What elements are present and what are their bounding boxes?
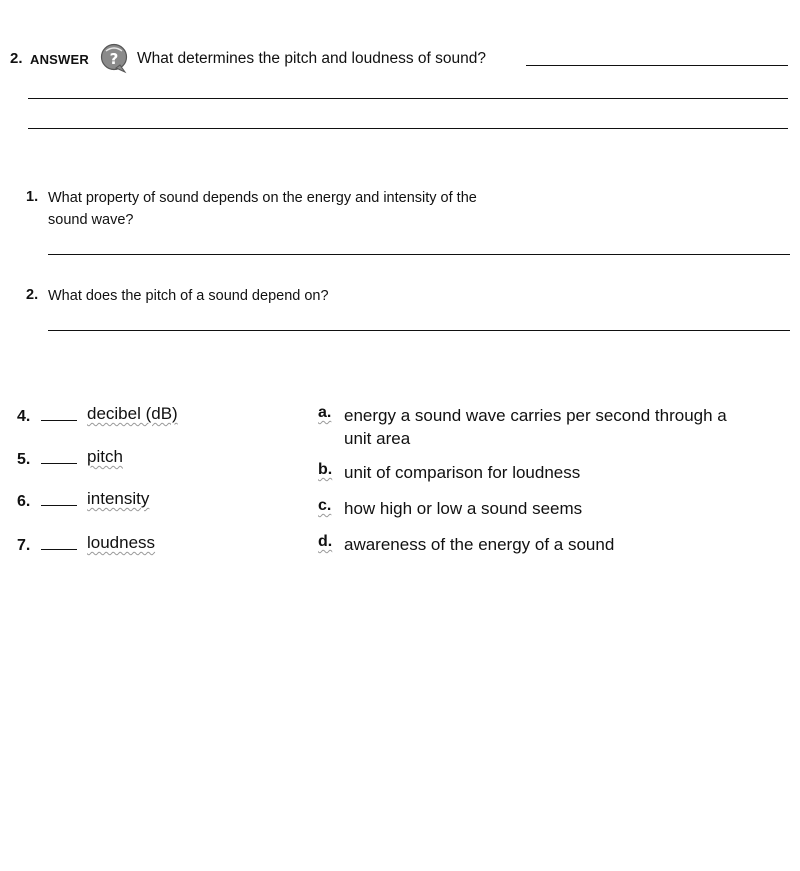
answer-line[interactable] [28,128,788,129]
question-bubble-icon [99,42,129,74]
matching-item [17,404,178,426]
matching-term: decibel (dB) [87,404,178,423]
sub-question-text: What does the pitch of a sound depend on? [48,288,329,304]
matching-item [17,489,150,511]
answer-line[interactable] [48,254,790,255]
definition-letter: b. [318,461,333,478]
answer-blank[interactable] [41,533,77,550]
matching-definition [318,404,727,448]
answer-line[interactable] [28,98,788,99]
answer-blank[interactable] [41,489,77,506]
question-number: 2. [10,50,23,67]
matching-item [17,533,156,555]
definition-text: awareness of the energy of a sound [344,535,615,554]
sub-question-line: What property of sound depends on the energy and intensity of the [48,190,477,206]
matching-item [17,447,123,469]
matching-definition [318,533,615,554]
sub-question-text [48,187,477,231]
definition-letter: d. [318,533,333,550]
sub-question-line: sound wave? [48,212,134,228]
matching-term: pitch [87,447,123,466]
item-number: 4. [17,408,31,425]
answer-blank[interactable] [41,447,77,464]
sub-question-number: 1. [26,189,39,205]
matching-term: intensity [87,489,150,508]
answer-line[interactable] [48,330,790,331]
main-question: What determines the pitch and loudness of sound? [137,50,486,67]
definition-letter: c. [318,497,332,514]
definition-text [344,404,727,450]
svg-text:?: ? [109,50,119,68]
matching-term: loudness [87,533,156,552]
definition-text: how high or low a sound seems [344,499,583,518]
definition-text: unit of comparison for loudness [344,463,581,482]
answer-label: ANSWER [30,52,89,67]
item-number: 6. [17,493,31,510]
definition-line: energy a sound wave carries per second through a [344,406,727,425]
matching-definition [318,497,583,518]
sub-question-number: 2. [26,287,39,303]
item-number: 5. [17,451,31,468]
matching-definition [318,461,581,482]
answer-blank[interactable] [41,404,77,421]
item-number: 7. [17,537,31,554]
answer-line[interactable] [526,65,788,66]
definition-line: unit area [344,429,411,448]
definition-letter: a. [318,404,332,421]
